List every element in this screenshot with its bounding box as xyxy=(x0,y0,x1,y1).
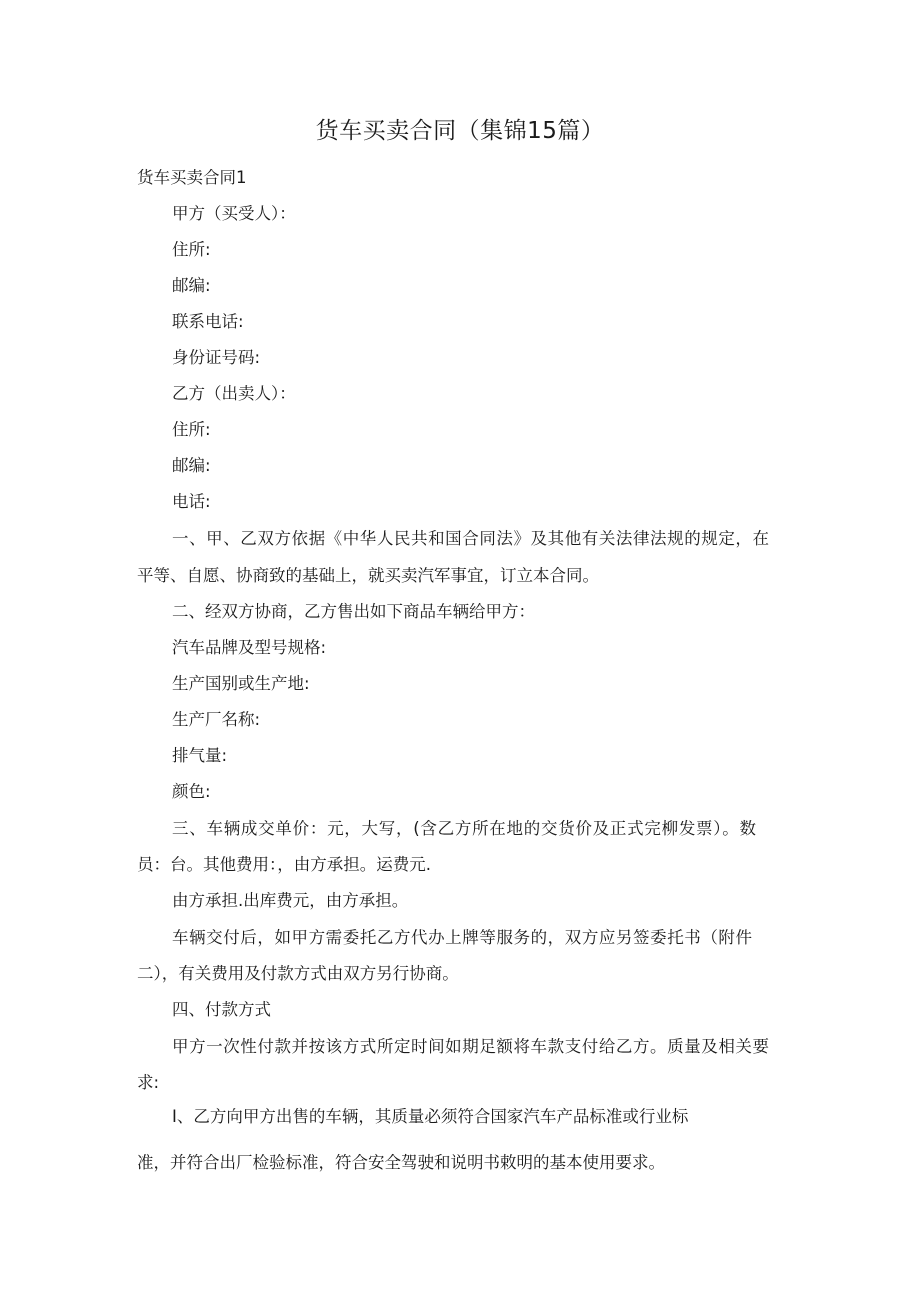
clause-1-line-2: 平等、自愿、协商致的基础上，就买卖汽军事宜，订立本合同。 xyxy=(137,566,599,585)
quality-line-2: 准，并符合出厂检验标准，符合安全驾驶和说明书敕明的基本使用要求。 xyxy=(137,1153,665,1172)
vehicle-color: 颜色: xyxy=(172,782,211,801)
clause-2: 二、经双方协商，乙方售出如下商品车辆给甲方： xyxy=(172,602,535,621)
clause-1-line-1: 一、甲、乙双方依据《中华人民共和国合同法》及其他有关法律法规的规定，在 xyxy=(172,529,769,548)
section-heading: 货车买卖合同1 xyxy=(137,168,247,187)
vehicle-origin: 生产国别或生产地: xyxy=(172,674,310,693)
party-a-phone: 联系电话: xyxy=(172,312,244,331)
party-b-postcode: 邮编: xyxy=(172,456,211,475)
party-b-phone: 电话: xyxy=(172,492,211,511)
vehicle-brand-model: 汽车品牌及型号规格: xyxy=(172,638,327,657)
clause-3-line-3: 由方承担.出库费元，由方承担。 xyxy=(172,891,409,910)
party-b-address: 住所: xyxy=(172,420,211,439)
clause-4-heading: 四、付款方式 xyxy=(172,1000,271,1019)
vehicle-displacement: 排气量: xyxy=(172,746,228,765)
vehicle-manufacturer: 生产厂名称: xyxy=(172,710,261,729)
clause-3-line-1: 三、车辆成交单价：元，大写，(含乙方所在地的交货价及正式完柳发票）。数 xyxy=(172,819,756,838)
party-b-label: 乙方（出卖人）： xyxy=(172,384,296,403)
clause-3-line-2: 员：台。其他费用：，由方承担。运费元. xyxy=(137,855,431,874)
payment-line-2: 求: xyxy=(137,1073,160,1092)
document-title: 货车买卖合同（集锦15篇） xyxy=(315,118,605,144)
party-a-id-number: 身份证号码: xyxy=(172,348,261,367)
party-a-address: 住所: xyxy=(172,240,211,259)
payment-line-1: 甲方一次性付款并按该方式所定时间如期足额将车款支付给乙方。质量及相关要 xyxy=(172,1037,769,1056)
quality-line-1: I、乙方向甲方出售的车辆，其质量必须符合国家汽车产品标准或行业标 xyxy=(172,1107,689,1126)
delivery-service-line-2: 二），有关费用及付款方式由双方另行协商。 xyxy=(137,964,459,983)
party-a-label: 甲方（买受人）： xyxy=(172,204,296,223)
party-a-postcode: 邮编: xyxy=(172,276,211,295)
delivery-service-line-1: 车辆交付后，如甲方需委托乙方代办上牌等服务的，双方应另签委托书（附件 xyxy=(172,928,752,947)
